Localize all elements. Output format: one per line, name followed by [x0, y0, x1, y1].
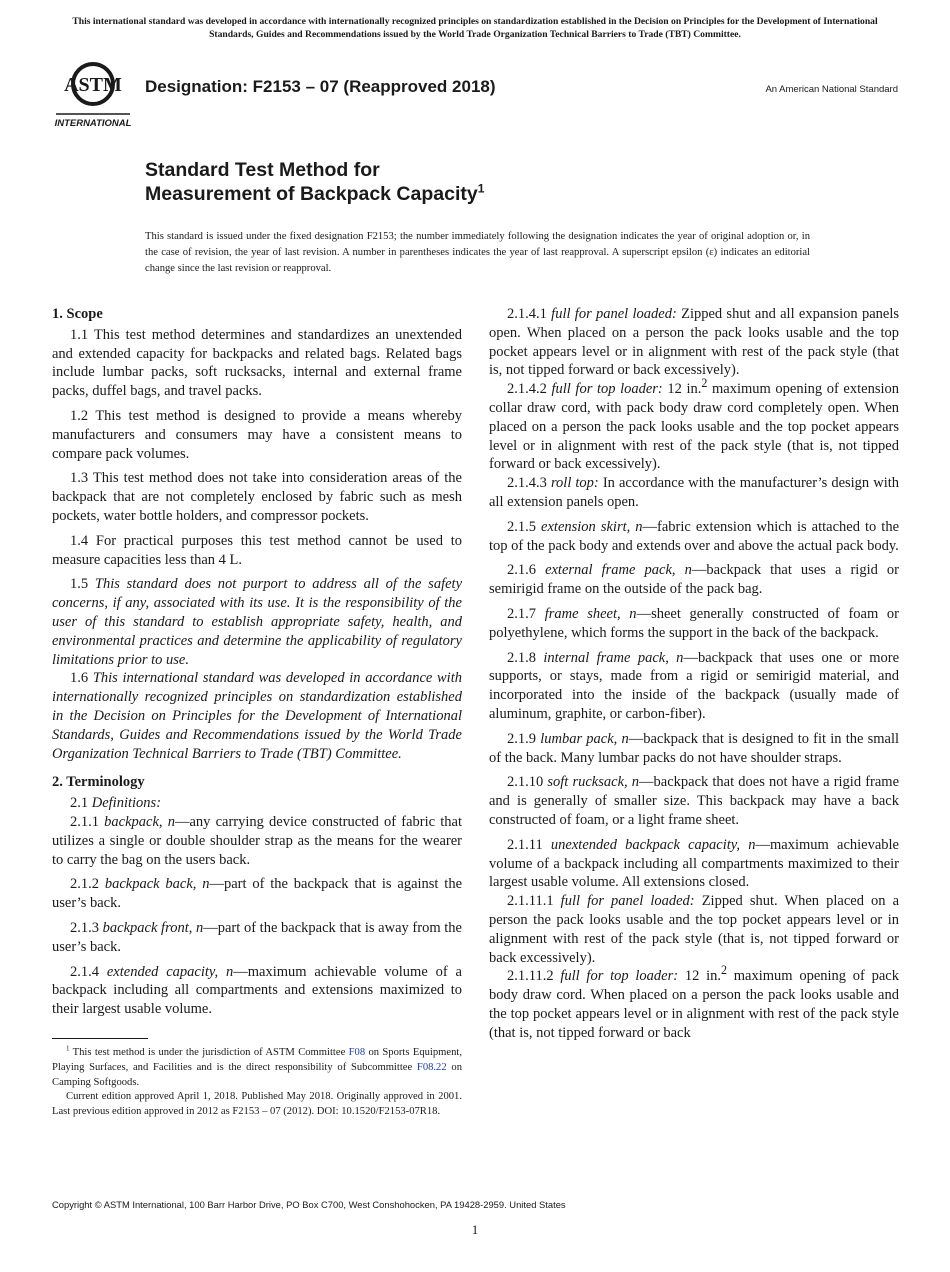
footnote-1: $^1$ This test method is under the jurisdiction of ASTM Committee F08 on Sports Equipment, Playing Surfaces, and Facilities and is the direct responsibility of Subcommittee F08.22 on Camping Softgoods.	[52, 1044, 462, 1088]
term-2-1-1: 2.1.1 backpack, n—any carrying device constructed of fabric that utilizes a single or double shoulder strap as the means for the wearer to carry the bag on the users back.	[52, 813, 463, 868]
term-2-1-11-2: 2.1.11.2 full for top loader: 12 in.$^2$ maximum opening of pack body draw cord. When placed on a person the pack looks usable and the top pocket appears level or in alignment with rest of the pack style (that is, not tipped forward or back	[489, 963, 899, 1041]
term-2-1-4-1: 2.1.4.1 full for panel loaded: Zipped shut and all expansion panels open. When placed on a person the pack looks usable and the top pocket appears level or in alignment with rest of the pack style (that is, not tipped forward or back excessively).	[489, 306, 900, 379]
footnotes	[52, 1046, 462, 1120]
right-column	[489, 305, 899, 1042]
term-2-1-3: 2.1.3 backpack front, n—part of the backpack that is away from the user’s back.	[52, 919, 462, 955]
terminology-heading: 2. Terminology	[52, 774, 145, 791]
title-footnote-mark: 1	[477, 181, 485, 196]
title-line-2: Measurement of Backpack Capacity$^1$	[145, 181, 485, 205]
logo-text: ASTM	[64, 74, 122, 96]
tbt-notice: This international standard was developed in accordance with internationally recognized principles on standardization established in the Decision on Principles for the Development of International Standards, Guides and Recommendations issued by the World Trade Organization Technical Barriers to Trade (TBT) Committee.	[72, 16, 878, 40]
term-2-1-11-1: 2.1.11.1 full for panel loaded: Zipped shut. When placed on a person the pack looks usable and the top pocket appears level or in alignment with rest of the pack style (that is, not tipped forward or back excessively).	[489, 893, 900, 966]
astm-logo-icon	[52, 58, 134, 130]
para-2-1: 2.1 Definitions:	[70, 795, 162, 812]
para-1-4: 1.4 For practical purposes this test method cannot be used to measure capacities less than 4 L.	[52, 532, 462, 568]
left-column	[52, 305, 462, 1019]
term-2-1-5: 2.1.5 extension skirt, n—fabric extension which is attached to the top of the pack body and extends over and above the actual pack body.	[489, 518, 900, 554]
term-2-1-2: 2.1.2 backpack back, n—part of the backpack that is against the user’s back.	[52, 876, 463, 912]
para-1-6: 1.6 This international standard was developed in accordance with internationally recognized principles on standardization established in the Decision on Principles for the Development of International Standards, Guides and Recommendations issued by the World Trade Organization Technical Barriers to Trade (TBT) Committee.	[52, 670, 462, 762]
designation: Designation: F2153 – 07 (Reapproved 2018)	[145, 77, 496, 96]
para-1-5: 1.5 This standard does not purport to address all of the safety concerns, if any, associated with its use. It is the responsibility of the user of this standard to establish appropriate safety, health, and environmental practices and determine the applicability of regulatory limitations prior to use.	[52, 576, 463, 668]
term-2-1-4-3: 2.1.4.3 roll top: In accordance with the manufacturer’s design with all extension panels open.	[489, 475, 900, 510]
term-2-1-10: 2.1.10 soft rucksack, n—backpack that does not have a rigid frame and is generally of smaller size. This backpack may have a back constructed of foam, or a light frame sheet.	[489, 774, 900, 828]
page-title	[145, 158, 484, 206]
subcommittee-f08-22-link[interactable]: F08.22	[416, 1061, 447, 1073]
title-line-1: Standard Test Method for	[145, 159, 380, 181]
para-1-1: 1.1 This test method determines and standardizes an unextended and extended capacity for backpacks and related bags. Related bags include lumbar packs, soft rucksacks, internal and external frame packs, duffel bags, and travel packs.	[52, 326, 462, 400]
american-national-standard: An American National Standard	[765, 84, 898, 95]
term-2-1-6: 2.1.6 external frame pack, n—backpack that uses a rigid or semirigid frame on the outside of the pack bag.	[489, 562, 899, 598]
footnote-divider	[52, 1038, 148, 1039]
term-2-1-9: 2.1.9 lumbar pack, n—backpack that is designed to fit in the small of the back. Many lumbar packs do not have shoulder straps.	[489, 730, 900, 766]
term-2-1-11: 2.1.11 unextended backpack capacity, n—maximum achievable volume of a backpack including all compartments maximized to their largest usable volume. All extensions closed.	[489, 836, 899, 891]
term-2-1-8: 2.1.8 internal frame pack, n—backpack that uses one or more supports, or stays, made from a rigid or semirigid material, and incorporated into the inside of the backpack (usually made of aluminum, graphite, or carbon-fiber).	[489, 649, 899, 722]
term-2-1-7: 2.1.7 frame sheet, n—sheet generally constructed of foam or polyethylene, which forms the support in the back of the backpack.	[489, 605, 900, 641]
copyright: Copyright © ASTM International, 100 Barr Harbor Drive, PO Box C700, West Conshohocken, PA 19428-2959. United States	[52, 1199, 566, 1210]
term-2-1-4-2: 2.1.4.2 full for top loader: 12 in.$^2$ maximum opening of extension collar draw cord, with pack body draw cord completely open. When placed on a person the pack looks usable and the top pocket appears level or in alignment with rest of the pack style (that is, not tipped forward or back excessively).	[489, 376, 899, 473]
para-1-3: 1.3 This test method does not take into consideration areas of the backpack that are not completely enclosed by fabric such as mesh pockets, water bottle holders, and compressor pockets.	[52, 470, 462, 524]
logo-subtext: INTERNATIONAL	[54, 118, 132, 129]
scope-heading: 1. Scope	[52, 306, 103, 322]
issued-note: This standard is issued under the fixed designation F2153; the number immediately following the designation indicates the year of original adoption or, in the case of revision, the year of last revision. A number in parentheses indicates the year of last reapproval. A superscript epsilon (ε) indicates an editorial change since the last revision or reapproval.	[145, 231, 810, 274]
footnote-edition: Current edition approved April 1, 2018. Published May 2018. Originally approved in 2001. Last previous edition approved in 2012 as F2153 – 07 (2012). DOI: 10.1520/F2153-07R18.	[52, 1091, 462, 1118]
committee-f08-link[interactable]: F08	[348, 1047, 366, 1058]
para-1-2: 1.2 This test method is designed to provide a means whereby manufacturers and consumers may have a consistent means to compare pack volumes.	[52, 407, 462, 462]
term-2-1-4: 2.1.4 extended capacity, n—maximum achievable volume of a backpack including all compartments and extensions maximized to their largest usable volume.	[52, 963, 462, 1018]
page-number: 1	[471, 1222, 479, 1237]
